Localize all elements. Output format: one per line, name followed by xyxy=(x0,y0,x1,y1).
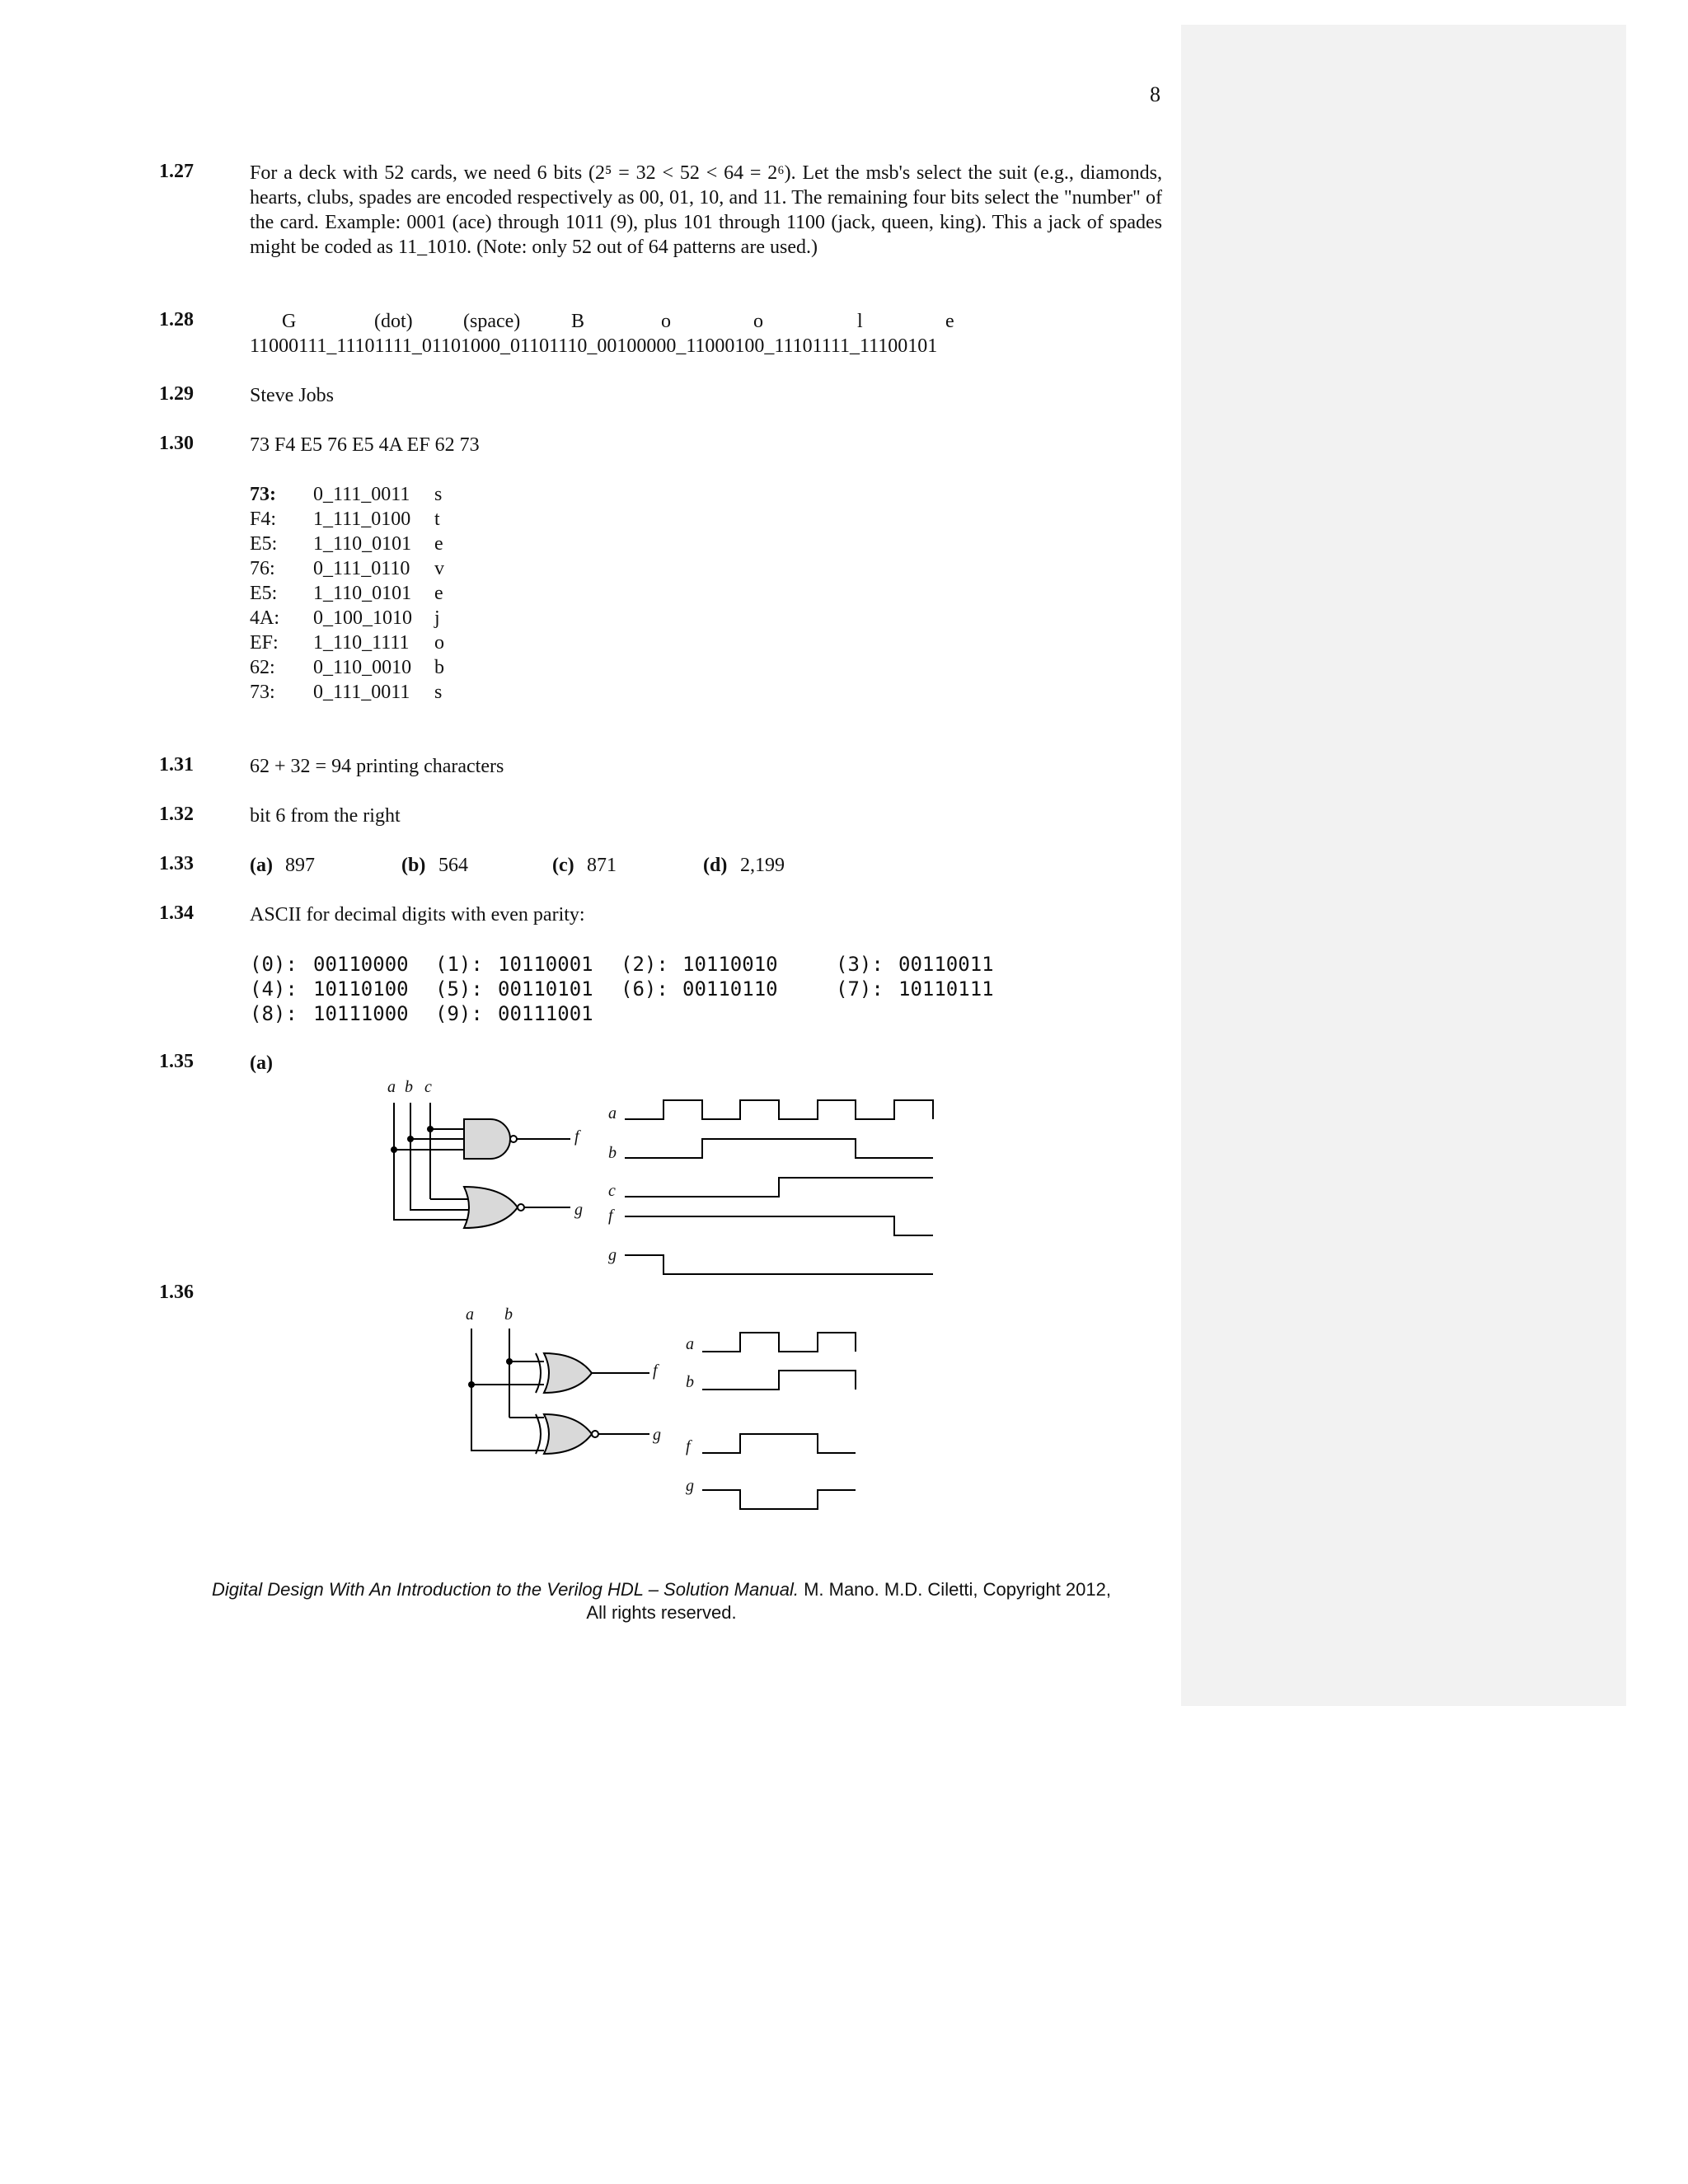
parity-code: 10110111 xyxy=(898,977,994,1001)
bin-cell: 0_110_0010 xyxy=(313,657,412,678)
digit-label: (6): xyxy=(621,977,668,1001)
waveform-label-g: g xyxy=(608,1246,617,1264)
problem-number-1-29: 1.29 xyxy=(159,383,194,405)
char-label: l xyxy=(857,311,863,332)
bin-cell: 0_100_1010 xyxy=(313,607,412,629)
waveform-label-b: b xyxy=(686,1373,694,1391)
hex-cell: E5: xyxy=(250,583,278,604)
bin-cell: 1_110_1111 xyxy=(313,632,410,654)
bit-string: 11000111_11101111_01101000_01101110_00100000_11000100_11101111_11100101 xyxy=(250,335,938,357)
bin-cell: 1_110_0101 xyxy=(313,583,412,604)
waveform-label-f: f xyxy=(608,1207,613,1225)
problem-number-1-32: 1.32 xyxy=(159,804,194,825)
char-label: o xyxy=(753,311,763,332)
bin-cell: 1_110_0101 xyxy=(313,533,412,555)
char-label: G xyxy=(282,311,297,332)
part-label: (d) xyxy=(703,855,728,876)
bin-cell: 0_111_0110 xyxy=(313,558,410,579)
hex-cell: EF: xyxy=(250,632,279,654)
char-label: e xyxy=(945,311,954,332)
problem-number-1-35: 1.35 xyxy=(159,1051,194,1072)
digit-label: (2): xyxy=(621,953,668,976)
problem-number-1-34: 1.34 xyxy=(159,902,194,924)
problem-1-29-text: Steve Jobs xyxy=(250,385,334,406)
parity-code: 10110100 xyxy=(313,977,409,1001)
waveform-label-g: g xyxy=(686,1477,694,1495)
footer xyxy=(0,1578,1323,1624)
page-number: 8 xyxy=(1150,82,1160,106)
waveform-label-c: c xyxy=(608,1182,616,1200)
hex-cell: F4: xyxy=(250,509,277,530)
waveform-label-a: a xyxy=(686,1335,694,1353)
char-cell: e xyxy=(434,533,443,555)
digit-label: (3): xyxy=(836,953,884,976)
signal-label-a: a xyxy=(387,1078,396,1096)
part-label: (b) xyxy=(401,855,426,876)
hex-cell: 4A: xyxy=(250,607,279,629)
parity-code: 00111001 xyxy=(498,1002,593,1025)
waveform-label-b: b xyxy=(608,1144,617,1162)
problem-number-1-27: 1.27 xyxy=(159,161,194,182)
parity-code: 00110101 xyxy=(498,977,593,1001)
char-label: (dot) xyxy=(374,311,413,332)
problem-1-30-text: 73 F4 E5 76 E5 4A EF 62 73 xyxy=(250,434,480,456)
problem-1-31-text: 62 + 32 = 94 printing characters xyxy=(250,756,504,777)
problem-1-34-title: ASCII for decimal digits with even parity: xyxy=(250,904,585,926)
footer-rights: All rights reserved. xyxy=(586,1602,737,1623)
footer-copyright: M. Mano. M.D. Ciletti, Copyright 2012, xyxy=(798,1579,1111,1600)
part-value: 871 xyxy=(587,855,617,876)
char-label: o xyxy=(661,311,671,332)
bin-cell: 0_111_0011 xyxy=(313,484,410,505)
char-cell: b xyxy=(434,657,444,678)
parity-code: 10111000 xyxy=(313,1002,409,1025)
signal-label-c: c xyxy=(424,1078,432,1096)
parity-code: 00110110 xyxy=(682,977,778,1001)
problem-number-1-31: 1.31 xyxy=(159,754,194,776)
signal-label-b: b xyxy=(405,1078,413,1096)
digit-label: (1): xyxy=(435,953,483,976)
char-cell: v xyxy=(434,558,444,579)
signal-label-g: g xyxy=(653,1426,661,1444)
char-cell: s xyxy=(434,682,443,703)
char-label: (space) xyxy=(463,311,521,332)
digit-label: (0): xyxy=(250,953,298,976)
part-value: 897 xyxy=(285,855,315,876)
char-cell: t xyxy=(434,509,440,530)
part-value: 2,199 xyxy=(740,855,785,876)
parity-code: 10110010 xyxy=(682,953,778,976)
parity-code: 00110011 xyxy=(898,953,994,976)
problem-number-1-30: 1.30 xyxy=(159,433,194,454)
char-label: B xyxy=(571,311,585,332)
footer-title: Digital Design With An Introduction to the Verilog HDL – Solution Manual. xyxy=(212,1579,799,1600)
problem-number-1-33: 1.33 xyxy=(159,853,194,874)
parity-code: 00110000 xyxy=(313,953,409,976)
digit-label: (9): xyxy=(435,1002,483,1025)
signal-label-b: b xyxy=(504,1305,513,1324)
part-label: (c) xyxy=(552,855,574,876)
parity-code: 10110001 xyxy=(498,953,593,976)
char-cell: s xyxy=(434,484,443,505)
digit-label: (5): xyxy=(435,977,483,1001)
part-value: 564 xyxy=(438,855,468,876)
signal-label-a: a xyxy=(466,1305,474,1324)
digit-label: (8): xyxy=(250,1002,298,1025)
problem-1-27-text: For a deck with 52 cards, we need 6 bits (2⁵ = 32 < 52 < 64 = 2⁶). Let the msb's select the suit (e.g., diamonds, hearts, clubs, spades are encoded respectively as 00, 01, 10, and 11. The remaining four bits select the "number" of the card. Example: 0001 (ace) through 1011 (9), plus 101 through 1100 (jack, queen, king). This a jack of spades might be coded as 11_1010. (Note: only 52 out of 64 patterns are used.) xyxy=(250,162,1162,258)
bin-cell: 1_111_0100 xyxy=(313,509,411,530)
problem-number-1-28: 1.28 xyxy=(159,309,194,330)
signal-label-f: f xyxy=(574,1127,579,1146)
digit-label: (4): xyxy=(250,977,298,1001)
part-label: (a) xyxy=(250,1052,273,1074)
bin-cell: 0_111_0011 xyxy=(313,682,410,703)
part-label: (a) xyxy=(250,855,273,876)
char-cell: j xyxy=(434,607,440,629)
hex-cell: 73: xyxy=(250,484,276,505)
hex-cell: 76: xyxy=(250,558,275,579)
hex-cell: E5: xyxy=(250,533,278,555)
hex-cell: 73: xyxy=(250,682,275,703)
waveform-label-a: a xyxy=(608,1104,617,1122)
problem-number-1-36: 1.36 xyxy=(159,1282,194,1303)
hex-cell: 62: xyxy=(250,657,275,678)
signal-label-g: g xyxy=(574,1201,583,1219)
char-cell: o xyxy=(434,632,444,654)
signal-label-f: f xyxy=(653,1361,658,1380)
char-cell: e xyxy=(434,583,443,604)
digit-label: (7): xyxy=(836,977,884,1001)
waveform-label-f: f xyxy=(686,1437,691,1455)
problem-1-32-text: bit 6 from the right xyxy=(250,805,401,827)
